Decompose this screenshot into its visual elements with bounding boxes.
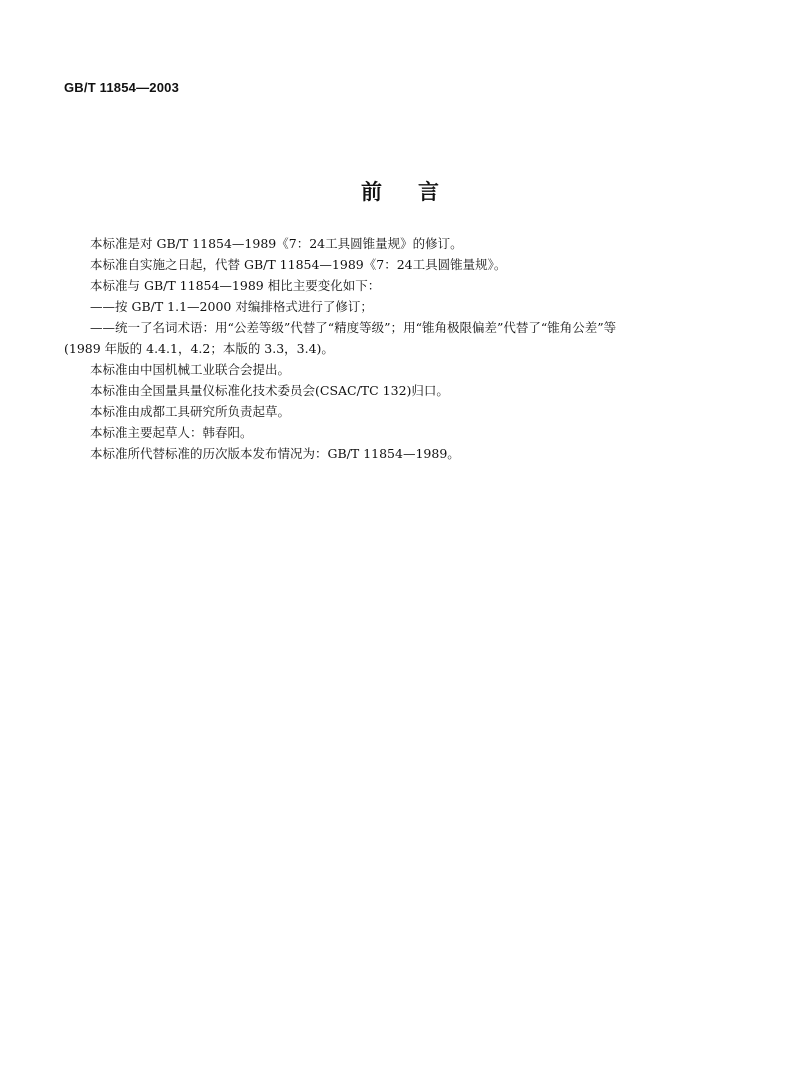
paragraph-main-changes: 本标准与 GB/T 11854—1989 相比主要变化如下： xyxy=(90,278,381,293)
paragraph-proposed-by: 本标准由中国机械工业联合会提出。 xyxy=(90,362,291,377)
paragraph-managed-by: 本标准由全国量具量仪标准化技术委员会(CSAC/TC 132)归口。 xyxy=(90,383,449,398)
page-title: 前言 xyxy=(361,180,475,204)
standard-number-header: GB/T 11854—2003 xyxy=(64,80,180,95)
paragraph-change-format: ——按 GB/T 1.1—2000 对编排格式进行了修订； xyxy=(90,299,373,314)
paragraph-replaces: 本标准自实施之日起，代替 GB/T 11854—1989《7：24工具圆锥量规》。 xyxy=(90,257,507,272)
paragraph-change-terms-continued: (1989 年版的 4.4.1，4.2；本版的 3.3，3.4)。 xyxy=(64,341,334,356)
paragraph-main-drafter: 本标准主要起草人：韩春阳。 xyxy=(90,425,253,440)
paragraph-change-terms: ——统一了名词术语：用“公差等级”代替了“精度等级”；用“锥角极限偏差”代替了“锥角公差”等 xyxy=(90,320,617,335)
paragraph-revision-of: 本标准是对 GB/T 11854—1989《7：24工具圆锥量规》的修订。 xyxy=(90,236,463,251)
foreword-body xyxy=(64,233,744,464)
paragraph-previous-editions: 本标准所代替标准的历次版本发布情况为：GB/T 11854—1989。 xyxy=(90,446,460,461)
paragraph-drafted-by: 本标准由成都工具研究所负责起草。 xyxy=(90,404,291,419)
